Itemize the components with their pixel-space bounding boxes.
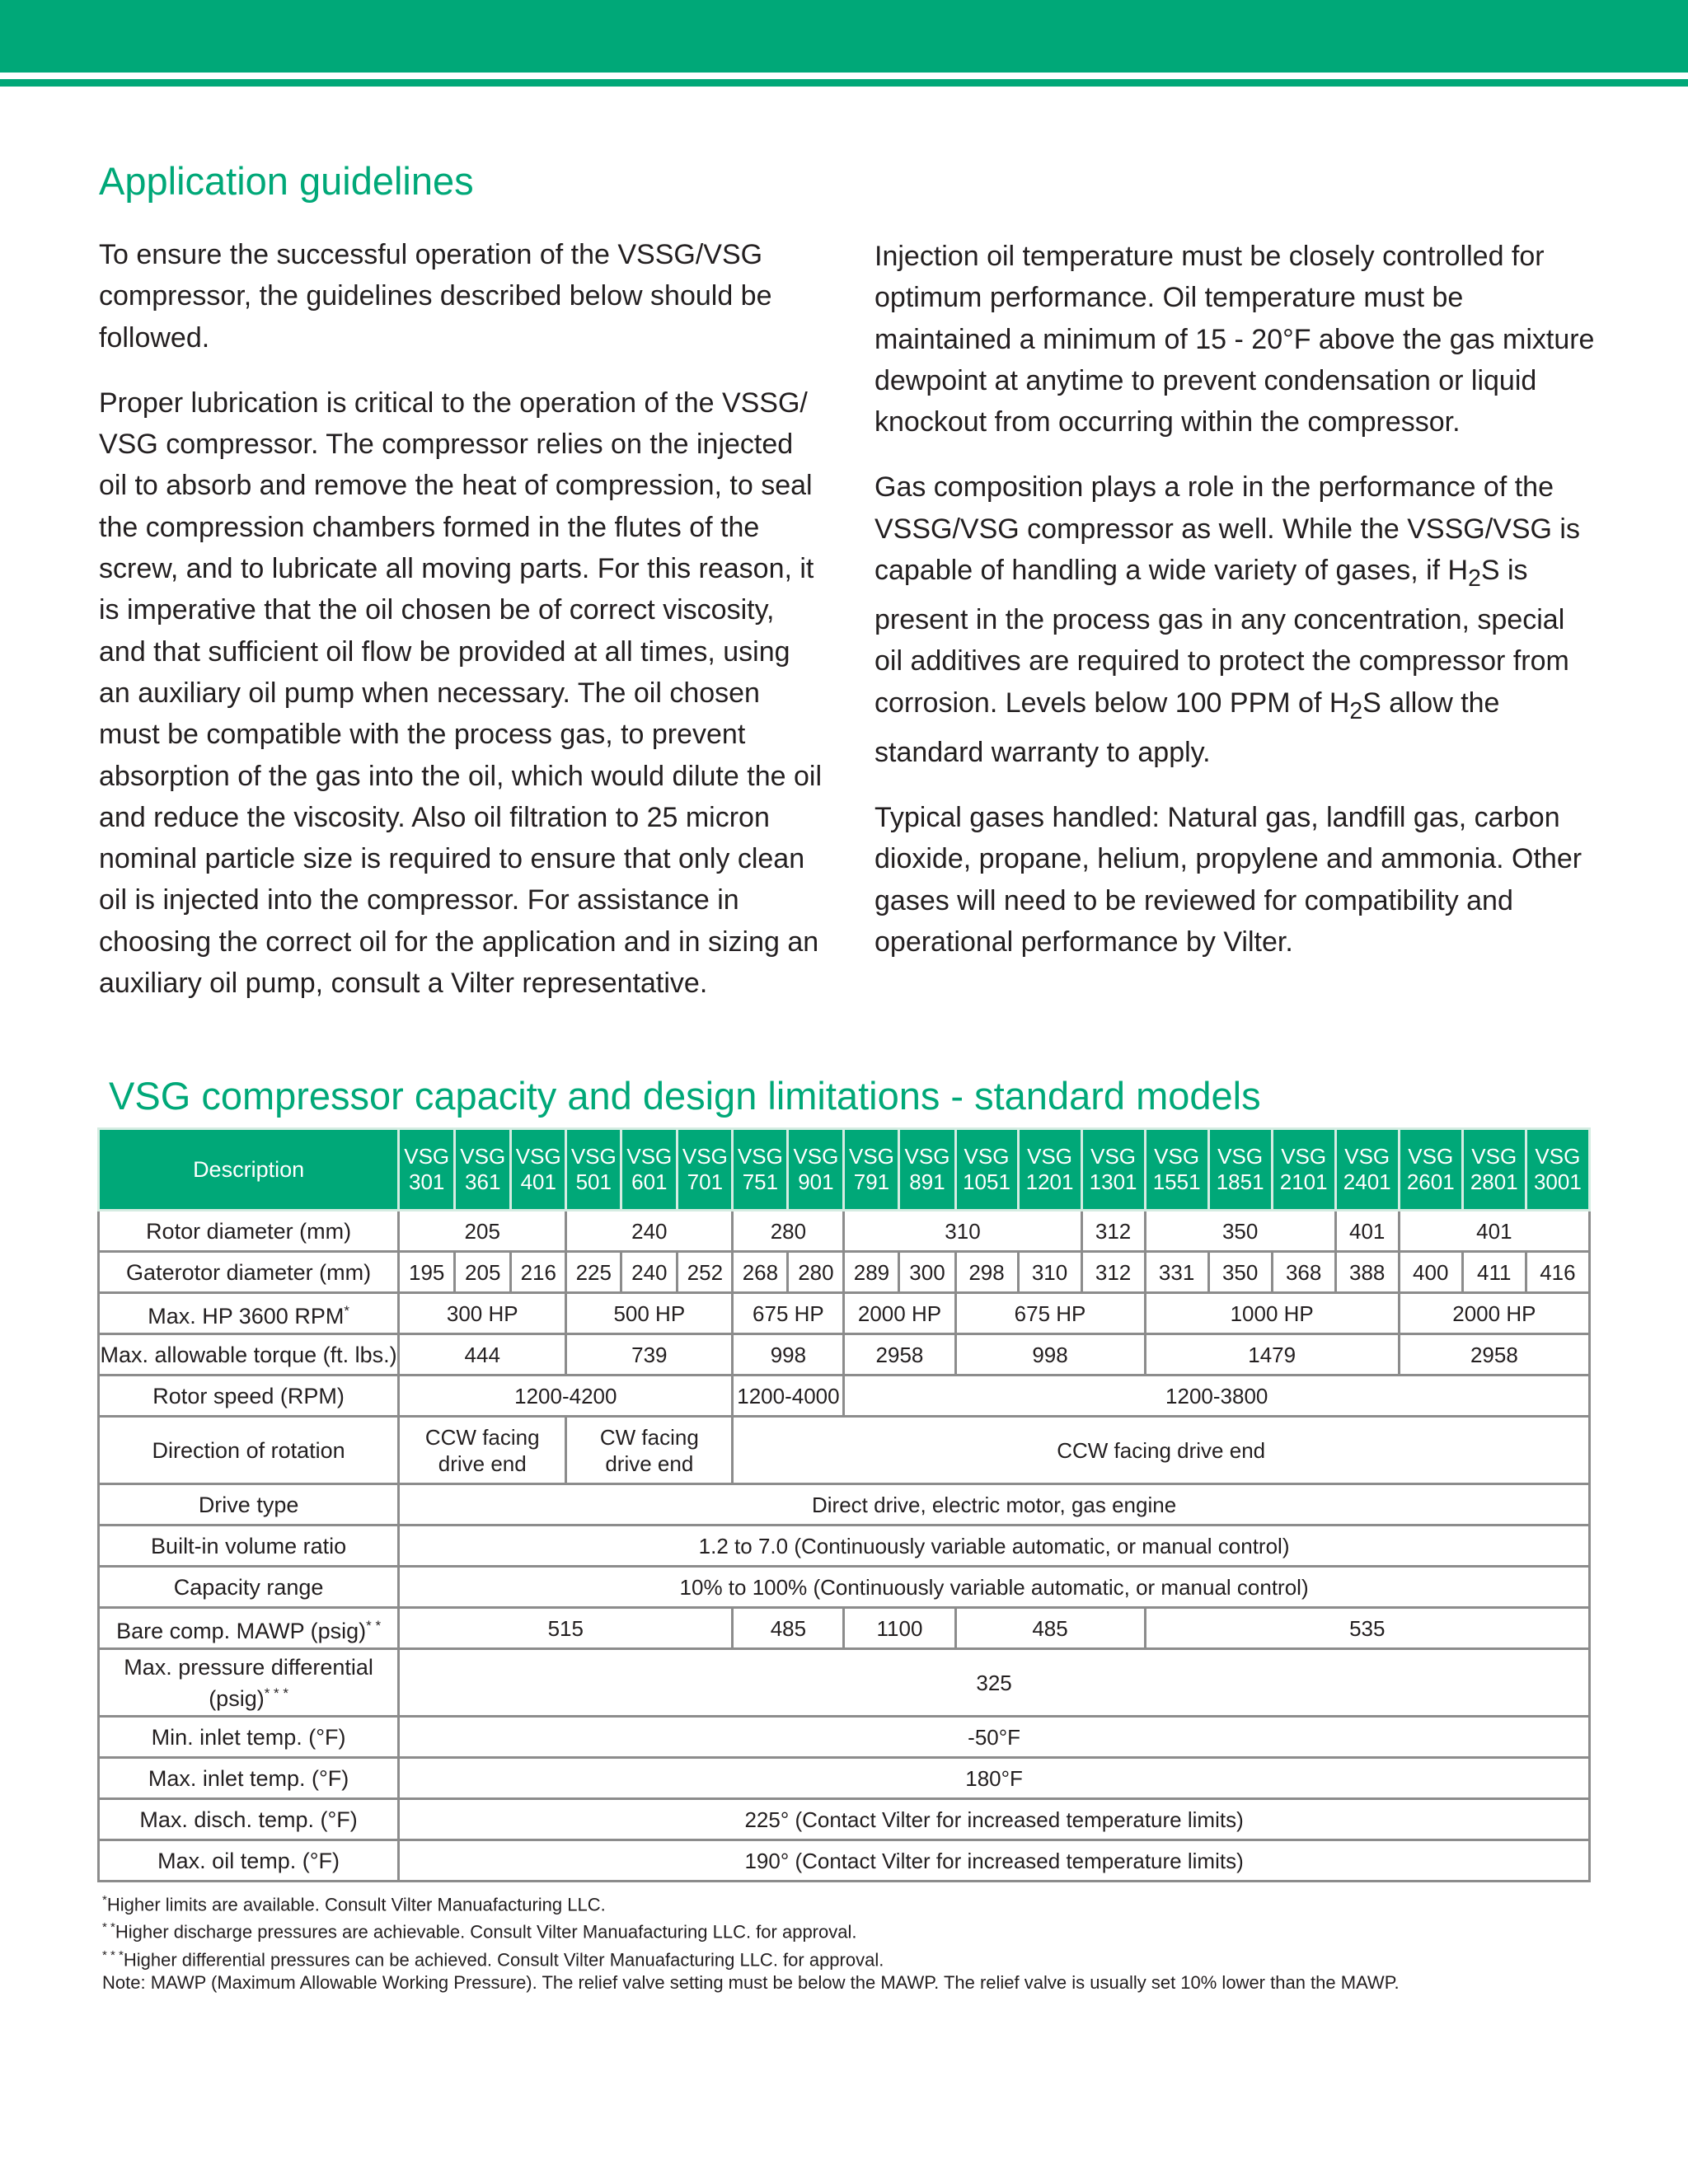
table-cell: 675 HP	[955, 1293, 1145, 1334]
model-header: VSG 1201	[1018, 1129, 1081, 1211]
row-label: Rotor speed (RPM)	[99, 1376, 399, 1417]
subscript-2: 2	[1349, 697, 1363, 724]
model-header: VSG 901	[788, 1129, 844, 1211]
table-row-drive-type	[99, 1484, 1590, 1526]
table-cell: 298	[955, 1252, 1018, 1293]
table-cell: 350	[1208, 1252, 1272, 1293]
table-cell: 675 HP	[733, 1293, 844, 1334]
table-cell: 225° (Contact Vilter for increased temperature limits)	[399, 1799, 1590, 1840]
table-row-pressure-differential	[99, 1649, 1590, 1717]
table-cell: 190° (Contact Vilter for increased temperature limits)	[399, 1840, 1590, 1882]
table-cell: 2958	[844, 1334, 955, 1376]
table-cell: 515	[399, 1608, 733, 1649]
table-cell: 195	[399, 1252, 455, 1293]
table-cell: 401	[1399, 1211, 1589, 1252]
table-cell: 312	[1081, 1211, 1145, 1252]
table-cell: 388	[1335, 1252, 1399, 1293]
row-label: Rotor diameter (mm)	[99, 1211, 399, 1252]
table-cell: 444	[399, 1334, 566, 1376]
model-header: VSG 3001	[1526, 1129, 1589, 1211]
table-cell: 2000 HP	[844, 1293, 955, 1334]
table-cell: CCW facing drive end	[399, 1417, 566, 1484]
paragraph-intro: To ensure the successful operation of the VSSG/VSG compressor, the guidelines described below should be followed.	[99, 239, 772, 354]
table-cell: 485	[733, 1608, 844, 1649]
table-cell: 310	[1018, 1252, 1081, 1293]
table-cell: 312	[1081, 1252, 1145, 1293]
table-cell: 280	[788, 1252, 844, 1293]
row-label: Max. oil temp. (°F)	[99, 1840, 399, 1882]
row-label: Direction of rotation	[99, 1417, 399, 1484]
table-header-row	[99, 1129, 1590, 1211]
row-label: Capacity range	[99, 1567, 399, 1608]
row-label: Min. inlet temp. (°F)	[99, 1717, 399, 1758]
table-cell: 280	[733, 1211, 844, 1252]
table-row-mawp	[99, 1608, 1590, 1649]
row-label: Max. allowable torque (ft. lbs.)	[99, 1334, 399, 1376]
model-header: VSG 791	[844, 1129, 899, 1211]
table-cell: 2958	[1399, 1334, 1589, 1376]
model-header: VSG 1301	[1081, 1129, 1145, 1211]
model-header: VSG 1851	[1208, 1129, 1272, 1211]
model-header: VSG 601	[621, 1129, 678, 1211]
table-cell: 535	[1145, 1608, 1589, 1649]
table-cell: 289	[844, 1252, 899, 1293]
header-rule	[0, 79, 1688, 87]
model-header: VSG 2601	[1399, 1129, 1462, 1211]
left-text-column	[99, 234, 824, 1028]
table-cell: 300	[899, 1252, 955, 1293]
model-header: VSG 751	[733, 1129, 788, 1211]
table-cell: 1200-4200	[399, 1376, 733, 1417]
table-row-capacity-range	[99, 1567, 1590, 1608]
table-cell: 998	[733, 1334, 844, 1376]
footnotes	[102, 1889, 1586, 1994]
footnote-1: *Higher limits are available. Consult Vilter Manuafacturing LLC.	[102, 1893, 606, 1915]
right-text-column	[874, 236, 1600, 987]
table-cell: 310	[844, 1211, 1081, 1252]
paragraph-gas-composition: Gas composition plays a role in the performance of the VSSG/VSG compressor as well. While the VSSG/VSG is capable of handling a wide variety of gases, if $H_2S$ is present in the process gas in any concentration, special oil additives are required to protect the compressor from corrosion. Levels below 100 PPM of $H_2S$ allow the standard warranty to apply.	[874, 471, 1580, 768]
table-cell: 1200-3800	[844, 1376, 1590, 1417]
table-row-gaterotor-diameter	[99, 1252, 1590, 1293]
table-cell: 500 HP	[566, 1293, 733, 1334]
table-cell: 216	[511, 1252, 566, 1293]
table-row-max-inlet	[99, 1758, 1590, 1799]
description-header: Description	[99, 1129, 399, 1211]
model-header: VSG 501	[566, 1129, 621, 1211]
section-title-capacity-table: VSG compressor capacity and design limitations - standard models	[109, 1074, 1261, 1118]
table-cell: 300 HP	[399, 1293, 566, 1334]
table-cell: 205	[455, 1252, 511, 1293]
table-row-rotor-diameter	[99, 1211, 1590, 1252]
table-cell: 252	[678, 1252, 733, 1293]
table-cell: 325	[399, 1649, 1590, 1717]
table-row-max-torque	[99, 1334, 1590, 1376]
row-label: Drive type	[99, 1484, 399, 1526]
footnote-mark: * * *	[264, 1685, 288, 1701]
table-cell: 350	[1145, 1211, 1335, 1252]
table-cell: 1100	[844, 1608, 955, 1649]
footnote-2: * *Higher discharge pressures are achievable. Consult Vilter Manuafacturing LLC. for approval.	[102, 1920, 857, 1943]
row-label: Max. inlet temp. (°F)	[99, 1758, 399, 1799]
model-header: VSG 1051	[955, 1129, 1018, 1211]
table-cell: 205	[399, 1211, 566, 1252]
table-cell: 1200-4000	[733, 1376, 844, 1417]
table-row-max-hp	[99, 1293, 1590, 1334]
table-cell: 400	[1399, 1252, 1462, 1293]
model-header: VSG 361	[455, 1129, 511, 1211]
model-header: VSG 2801	[1462, 1129, 1526, 1211]
table-cell: CCW facing drive end	[733, 1417, 1590, 1484]
model-header: VSG 2101	[1272, 1129, 1335, 1211]
table-cell: Direct drive, electric motor, gas engine	[399, 1484, 1590, 1526]
row-label: Built-in volume ratio	[99, 1526, 399, 1567]
table-row-volume-ratio	[99, 1526, 1590, 1567]
footnote-3: * * *Higher differential pressures can be achieved. Consult Vilter Manuafacturing LLC. for approval.	[102, 1947, 884, 1970]
footnote-mawp-note: Note: MAWP (Maximum Allowable Working Pressure). The relief valve setting must be below the MAWP. The relief valve is usually set 10% lower than the MAWP.	[102, 1971, 1400, 1993]
paragraph-typical-gases: Typical gases handled: Natural gas, landfill gas, carbon dioxide, propane, helium, propylene and ammonia. Other gases will need to be reviewed for compatibility and operational performance by Vilter.	[874, 802, 1582, 958]
table-cell: 268	[733, 1252, 788, 1293]
table-row-direction	[99, 1417, 1590, 1484]
footnote-mark: * *	[366, 1617, 382, 1633]
row-label: Max. disch. temp. (°F)	[99, 1799, 399, 1840]
header-band	[0, 0, 1688, 73]
table-cell: 331	[1145, 1252, 1208, 1293]
capacity-design-table	[97, 1127, 1591, 1882]
model-header: VSG 401	[511, 1129, 566, 1211]
row-label: Gaterotor diameter (mm)	[99, 1252, 399, 1293]
model-header: VSG 2401	[1335, 1129, 1399, 1211]
table-cell: CW facing drive end	[566, 1417, 733, 1484]
table-cell: 416	[1526, 1252, 1589, 1293]
table-row-max-discharge	[99, 1799, 1590, 1840]
table-cell: 240	[621, 1252, 678, 1293]
table-cell: 1.2 to 7.0 (Continuously variable automatic, or manual control)	[399, 1526, 1590, 1567]
table-cell: 10% to 100% (Continuously variable automatic, or manual control)	[399, 1567, 1590, 1608]
paragraph-oil-temperature: Injection oil temperature must be closely controlled for optimum performance. Oil temperature must be maintained a minimum of 15 - 20°F above the gas mixture dewpoint at anytime to prevent condensation or liquid knockout from occurring within the compressor.	[874, 241, 1595, 438]
table-row-rotor-speed	[99, 1376, 1590, 1417]
model-header: VSG 701	[678, 1129, 733, 1211]
table-cell: 1000 HP	[1145, 1293, 1399, 1334]
paragraph-lubrication: Proper lubrication is critical to the operation of the VSSG/ VSG compressor. The compressor relies on the injected oil to absorb and remove the heat of compression, to seal the compression chambers formed in the flutes of the screw, and to lubricate all moving parts. For this reason, it is imperative that the oil chosen be of correct viscosity, and that sufficient oil flow be provided at all times, using an auxiliary oil pump when necessary. The oil chosen must be compatible with the process gas, to prevent absorption of the gas into the oil, which would dilute the oil and reduce the viscosity. Also oil filtration to 25 micron nominal particle size is required to ensure that only clean oil is injected into the compressor. For assistance in choosing the correct oil for the application and in sizing an auxiliary oil pump, consult a Vilter representative.	[99, 387, 822, 1000]
model-header: VSG 891	[899, 1129, 955, 1211]
table-cell: 180°F	[399, 1758, 1590, 1799]
table-cell: 411	[1462, 1252, 1526, 1293]
row-label: Bare comp. MAWP (psig)* *	[99, 1608, 399, 1649]
footnote-mark: *	[344, 1302, 349, 1319]
table-cell: 998	[955, 1334, 1145, 1376]
model-header: VSG 301	[399, 1129, 455, 1211]
table-row-min-inlet	[99, 1717, 1590, 1758]
table-cell: 368	[1272, 1252, 1335, 1293]
subscript-2: 2	[1468, 565, 1481, 592]
table-cell: 225	[566, 1252, 621, 1293]
table-cell: 485	[955, 1608, 1145, 1649]
section-title-application-guidelines: Application guidelines	[99, 159, 474, 203]
model-header: VSG 1551	[1145, 1129, 1208, 1211]
row-label: Max. HP 3600 RPM*	[99, 1293, 399, 1334]
table-cell: -50°F	[399, 1717, 1590, 1758]
row-label: Max. pressure differential (psig)* * *	[99, 1649, 399, 1717]
table-row-max-oil	[99, 1840, 1590, 1882]
table-cell: 401	[1335, 1211, 1399, 1252]
table-cell: 240	[566, 1211, 733, 1252]
table-cell: 1479	[1145, 1334, 1399, 1376]
table-cell: 739	[566, 1334, 733, 1376]
table-cell: 2000 HP	[1399, 1293, 1589, 1334]
